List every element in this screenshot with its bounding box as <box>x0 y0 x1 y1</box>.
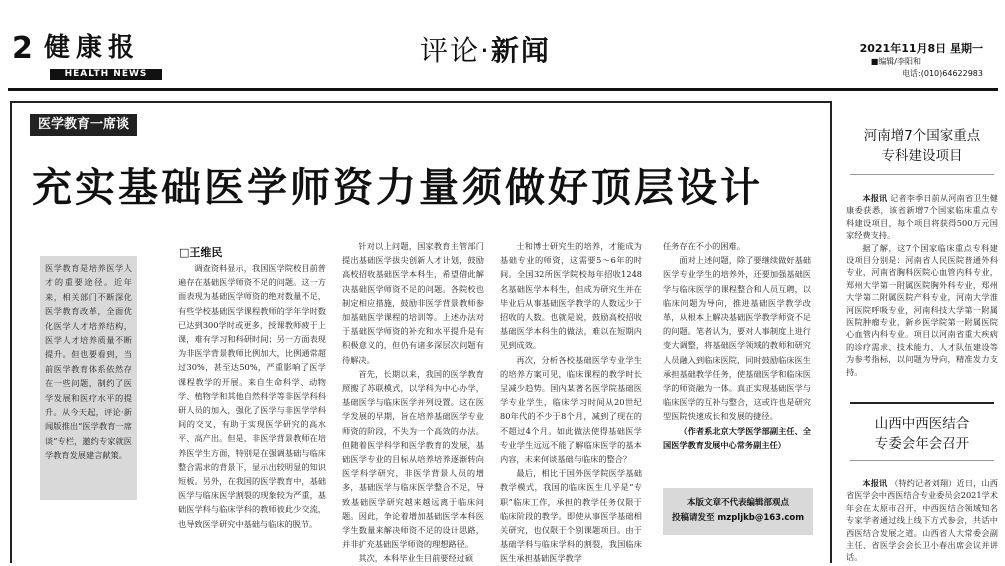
news1-paragraph-2: 据了解，这7个国家临床重点专科建设项目分别是：河南省人民医院普通外科专业，河南省胸科医院心血管内科专业，郑州大学第一附属医院胸外科专业，郑州大学第二附属医院产科专业，河南大学淮河医院呼吸专业，河南科技大学第一附属医院肿瘤专业，新乡医学院第一附属医院心血管内科专业。项目以河南省重大疾病的诊疗需求、技术能力、人才队伍建设等为参考指标，以问题为导向，精准发力支持。 <box>846 242 998 377</box>
page-number: 2 <box>12 31 33 66</box>
article-column-4 <box>663 239 811 479</box>
paragraph: 再次，分析各校基础医学专业学生的培养方案可见，临床课程的教学时长呈减少趋势。国内某著名医学院基础医学专业学生，临床学习时间从20世纪80年代的不少于8个月，减到了现在的不超过4个月。如此做法使得基础医学专业学生远远不能了解临床医学的基本内容，未来何谈基础与临床的整合？ <box>500 354 642 465</box>
news1-text-1: 记者李季日前从河南省卫生健康委获悉，该省新增7个国家临床重点专科建设项目，每个项目将获得500万元国家经费支持。 <box>846 193 998 241</box>
news2-paragraph-1 <box>846 477 998 564</box>
notice-email: 投稿请发至 mzpljkb@163.com <box>671 513 805 523</box>
news1-title <box>846 126 998 166</box>
paragraph: 士和博士研究生的培养，才能成为基础专业的师资，这需要5～6年的时间。全国32所医学院校每年招收1248名基础医学本科生，但成为研究生并在毕业后从事基础医学教学的人数远少于招收的人数。也就是说，鼓励高校招收基础医学本科生的做法，难以在短期内见到成效。 <box>500 241 642 351</box>
editor-phone: 电话:(010)64622983 <box>902 69 983 78</box>
news2-body <box>846 477 998 563</box>
sidebar-separator <box>850 402 994 404</box>
author-signature: （作者系北京大学医学部副主任、全国医学教育发展中心常务副主任） <box>663 425 811 450</box>
news2-lead: 本报讯 <box>862 478 888 488</box>
notice-disclaimer: 本版文章不代表编辑部观点 <box>686 498 789 508</box>
news2-divider <box>850 460 994 461</box>
submission-notice <box>663 488 813 535</box>
paragraph: 调查资料显示，我国医学院校目前普遍存在基础医学师资不足的问题。这一方面表现为基础医学师资的绝对数量不足，有些学校基础医学课程教师的学年学时数已达到300学时或更多，授课教师疲于上课，难有学习和科研时间；另一方面表现为非医学背景教师比例加大，比例通常超过30%，甚至达50%，严重影响了医学课程教学的开展。来自生命科学、动物学、植物学和其他自然科学等非医学科科研人员的加入，强化了医学与非医学学科间的交叉，有助于实现医学研究的高水平、高产出。但是，非医学背景教师在培养医学生方面，特别是在强调基础与临床整合需求的背景下，显示出较明显的知识短板。另外，在我国的医学教育中，基础医学与临床医学割裂的现象较为严重，基础医学科与临床学科的教师彼此少交流，也导致医学研究中基础与临床的脱节。 <box>178 263 326 529</box>
section-a: 评论 <box>420 34 481 67</box>
masthead-english: HEALTH NEWS <box>50 69 162 80</box>
news2-title-line2: 专委会年会召开 <box>874 436 970 452</box>
paragraph: 其次，本科毕业生目前要经过硕 <box>358 553 474 564</box>
paragraph: 任务存在不小的困难。 <box>663 241 745 251</box>
section-title <box>420 34 551 68</box>
section-b: 新闻 <box>490 34 551 67</box>
paragraph: 面对上述问题，除了要继续做好基础医学专业学生的培养外，还要加强基础医学与临床医学的课程整合和人员互聘，以临床问题为导向，推进基础医学教学改革，从根本上解决基础医学教学师资不足的问题。笔者认为，要对人事制度上进行变大调整，将基础医学领域的教师和研究人员融入到临床医院，同时鼓励临床医生承担基础教学任务，使基础医学和临床医学的师资融为一体。真正实现基础医学与临床医学的互补与整合，这或许也是研究型医院快速成长和发展的捷径。 <box>663 255 811 422</box>
issue-date: 2021年11月8日 星期一 <box>859 42 983 55</box>
article-title: 充实基础医学师资力量须做好顶层设计 <box>32 165 763 211</box>
news2-title-line1: 山西中西医结合 <box>874 416 970 432</box>
news2-title <box>846 414 998 454</box>
column-label: 医学教育一席谈 <box>30 114 137 136</box>
news1-lead: 本报讯 <box>862 193 888 203</box>
news1-paragraph-1 <box>846 192 998 242</box>
header-rule <box>8 88 998 91</box>
news1-body <box>846 192 998 386</box>
article-column-1 <box>178 261 326 557</box>
news1-title-line2: 专科建设项目 <box>881 148 963 164</box>
news1-title-line1: 河南增7个国家重点 <box>863 128 981 144</box>
article-author: □王维民 <box>179 246 223 259</box>
paragraph: 针对以上问题，国家教育主管部门提出基础医学拔尖创新人才计划，鼓励高校招收基础医学本科生，希望借此解决基础医学师资不足的问题。各院校也制定相应措施，鼓励非医学背景教师参加基础医学课程的培训等。上述办法对于基础医学师资的补充和水平提升是有积极意义的，但仍有诸多深层次问题有待解决。 <box>342 241 484 365</box>
article-box <box>10 101 832 563</box>
masthead-logo: 健康报 <box>44 33 141 63</box>
news2-text-1: （特约记者刘翔）近日，山西省医学会中西医结合专业委员会2021学术年会在太原市召开，中西医结合领域知名专家学者通过线上线下方式参会，共话中西医结合发展之道。山西省人大常委会副主任、省医学会会长卫小春出席会议并讲话。 <box>846 478 998 563</box>
page-header <box>0 0 1005 88</box>
editor-credit: ■编辑/李阳和 <box>870 57 921 66</box>
section-sep: · <box>480 34 491 67</box>
article-column-3 <box>500 239 642 564</box>
editor-note: 医学教育是培养医学人才的重要途径。近年来，相关部门不断深化医学教育改革，全面优化医学人才培养结构，医学人才培养质量不断提升。但也要看到，当前医学教育体系依然存在一些问题，制约了医学发展和医疗水平的提升。从今天起，评论·新闻版推出“医学教育一席谈”专栏，邀约专家就医学教育发展建言献策。 <box>40 256 137 500</box>
news1-divider <box>850 174 994 175</box>
paragraph: 首先，长期以来，我国的医学教育照搬了苏联模式，以学科为中心办学，基础医学与临床医学并列设置。这在医学发展的早期，旨在培养基础医学专业师资的阶段，不失为一个高效的办法。但随着医学科学和医学教育的发展，基础医学专业的目标从培养培养逐渐转向医学科学研究，非医学背景人员的增多，基础医学与临床医学整合不足，导致基础医学研究越来越远离于临床问题。因此，争论着增加基础医学本科医学生数量来解决师资不足的设计思路，并非扩充基础医学师资的理想路径。 <box>342 368 484 550</box>
paragraph: 最后，相比于国外医学院医学基础教学模式，我国的临床医生几乎是“专职”临床工作，承担的教学任务仅限于临床阶段的教学。即使从事医学基础相关研究，也仅限于个别课题项目。由于基础学科与临床学科的割裂，我国临床医生承担基础医学教学 <box>500 468 642 564</box>
article-column-2 <box>342 239 484 564</box>
